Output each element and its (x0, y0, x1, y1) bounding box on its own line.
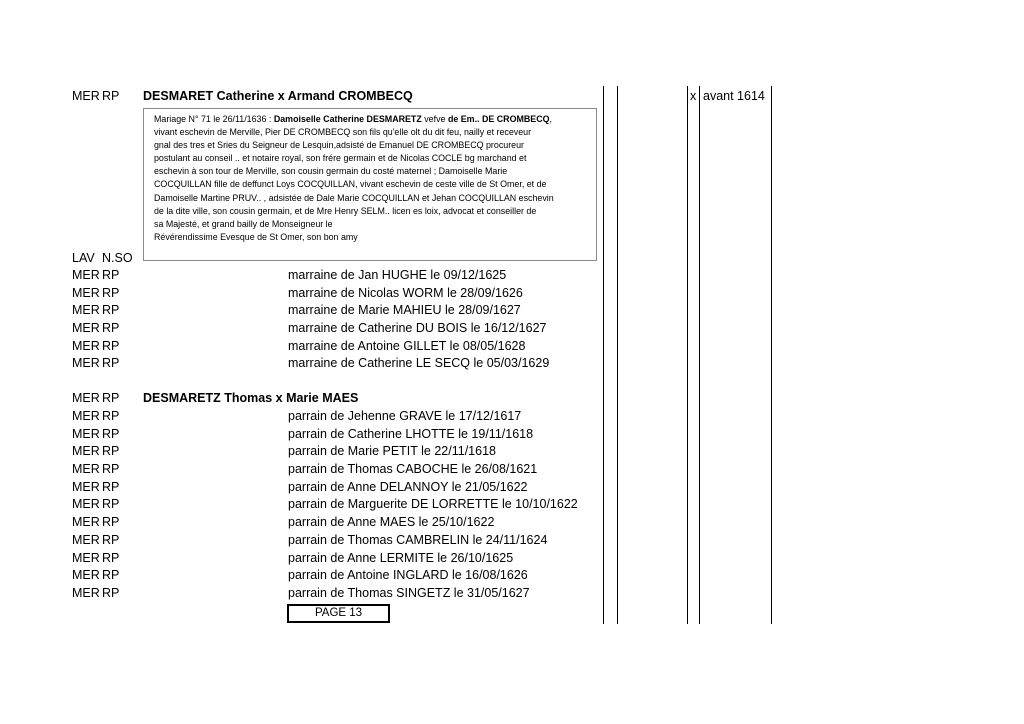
marriage-date: avant 1614 (703, 89, 765, 103)
register-code: N.SO (102, 251, 133, 265)
marriage-note-box (143, 108, 597, 261)
page-number-box: PAGE 13 (287, 604, 390, 623)
godparent-entry: marraine de Marie MAHIEU le 28/09/1627 (288, 303, 521, 317)
godparent-entry: parrain de Catherine LHOTTE le 19/11/1618 (288, 427, 534, 441)
entry-row-thomas (0, 390, 600, 407)
register-code: RP (102, 89, 120, 103)
note-line: Mariage N° 71 le 26/11/1636 : Damoiselle Catherine DESMARETZ vefve de Em.. DE CROMBECQ, (154, 114, 552, 124)
table-row: MER RP marraine de Antoine GILLET le 08/05/1628 (72, 339, 526, 353)
column-rule (603, 86, 604, 624)
note-line: eschevin à son tour de Merville, son cousin germain du costé maternel ; Damoiselle Marie (154, 166, 508, 177)
note-line: postulant au conseil .. et notaire royal, son frére germain et de Nicolas COCLE bg marchand et (154, 153, 527, 164)
couple-name: DESMARET Catherine x Armand CROMBECQ (143, 89, 413, 103)
place-code: MER (72, 89, 100, 103)
godparent-entry: marraine de Nicolas WORM le 28/09/1626 (288, 286, 523, 300)
table-row: MER RP marraine de Marie MAHIEU le 28/09/1627 (72, 303, 521, 317)
table-row: MER RP parrain de Jehenne GRAVE le 17/12/1617 (72, 409, 522, 423)
table-row: MER RP marraine de Catherine LE SECQ le 05/03/1629 (72, 356, 550, 370)
godparent-entry: parrain de Jehenne GRAVE le 17/12/1617 (288, 409, 522, 423)
column-rule (771, 86, 772, 624)
note-line: de la dite ville, son cousin germain, et de Mre Henry SELM.. licen es loix, advocat et conseiller de (154, 205, 537, 216)
godparent-entry: parrain de Thomas SINGETZ le 31/05/1627 (288, 586, 530, 600)
entry-row-lav (0, 250, 140, 267)
godparent-entry: parrain de Anne LERMITE le 26/10/1625 (288, 551, 514, 565)
place-code: LAV (72, 251, 95, 265)
couple-name: DESMARETZ Thomas x Marie MAES (143, 391, 359, 405)
godparent-entry: marraine de Jan HUGHE le 09/12/1625 (288, 268, 507, 282)
table-row: MER RP marraine de Catherine DU BOIS le 16/12/1627 (72, 321, 547, 335)
table-row: MER RP parrain de Thomas CAMBRELIN le 24/11/1624 (72, 533, 548, 547)
note-line: Damoiselle Martine PRUV.. , adsistée de Dale Marie COCQUILLAN et Jehan COCQUILLAN eschevin (154, 192, 554, 203)
godparent-entry: marraine de Catherine LE SECQ le 05/03/1629 (288, 356, 550, 370)
column-rule (617, 86, 618, 624)
table-row: MER RP parrain de Thomas SINGETZ le 31/05/1627 (72, 586, 530, 600)
godparent-entry: parrain de Antoine INGLARD le 16/08/1626 (288, 568, 528, 582)
godparent-entry: parrain de Thomas CABOCHE le 26/08/1621 (288, 462, 538, 476)
table-row: MER RP parrain de Anne LERMITE le 26/10/1625 (72, 551, 514, 565)
column-rule (699, 86, 700, 624)
godparent-entry: parrain de Thomas CAMBRELIN le 24/11/1624 (288, 533, 548, 547)
godparent-entry: parrain de Marie PETIT le 22/11/1618 (288, 444, 496, 458)
godparent-entry: parrain de Marguerite DE LORRETTE le 10/10/1622 (288, 497, 578, 511)
table-row: MER RP parrain de Thomas CABOCHE le 26/08/1621 (72, 462, 538, 476)
entry-row-catherine (0, 88, 1024, 105)
table-row: MER RP parrain de Anne DELANNOY le 21/05/1622 (72, 480, 528, 494)
register-code: RP (102, 391, 120, 405)
note-line: Révérendissime Evesque de St Omer, son bon amy (154, 231, 358, 242)
table-row: MER RP parrain de Catherine LHOTTE le 19/11/1618 (72, 427, 534, 441)
godparent-entry: marraine de Antoine GILLET le 08/05/1628 (288, 339, 526, 353)
place-code: MER (72, 391, 100, 405)
table-row: MER RP parrain de Anne MAES le 25/10/1622 (72, 515, 495, 529)
table-row: MER RP marraine de Jan HUGHE le 09/12/1625 (72, 268, 507, 282)
table-row: MER RP parrain de Antoine INGLARD le 16/08/1626 (72, 568, 528, 582)
godparent-entry: marraine de Catherine DU BOIS le 16/12/1627 (288, 321, 547, 335)
table-row: MER RP marraine de Nicolas WORM le 28/09/1626 (72, 286, 523, 300)
marriage-marker: x (690, 89, 697, 103)
godparent-entry: parrain de Anne DELANNOY le 21/05/1622 (288, 480, 528, 494)
note-line: sa Majesté, et grand bailly de Monseigneur le (154, 218, 333, 229)
note-line: COCQUILLAN fille de deffunct Loys COCQUILLAN, vivant eschevin de ceste ville de St Omer, et de (154, 179, 547, 190)
column-rule (687, 86, 688, 624)
table-row: MER RP parrain de Marie PETIT le 22/11/1618 (72, 444, 496, 458)
godparent-entry: parrain de Anne MAES le 25/10/1622 (288, 515, 495, 529)
note-line: vivant eschevin de Merville, Pier DE CROMBECQ son fils qu'elle olt du dit feu, nailly et receveur (154, 127, 532, 138)
note-line: gnal des tres et Sries du Seigneur de Lesquin,adsisté de Emanuel DE CROMBECQ procureur (154, 140, 524, 151)
table-row: MER RP parrain de Marguerite DE LORRETTE le 10/10/1622 (72, 497, 578, 511)
